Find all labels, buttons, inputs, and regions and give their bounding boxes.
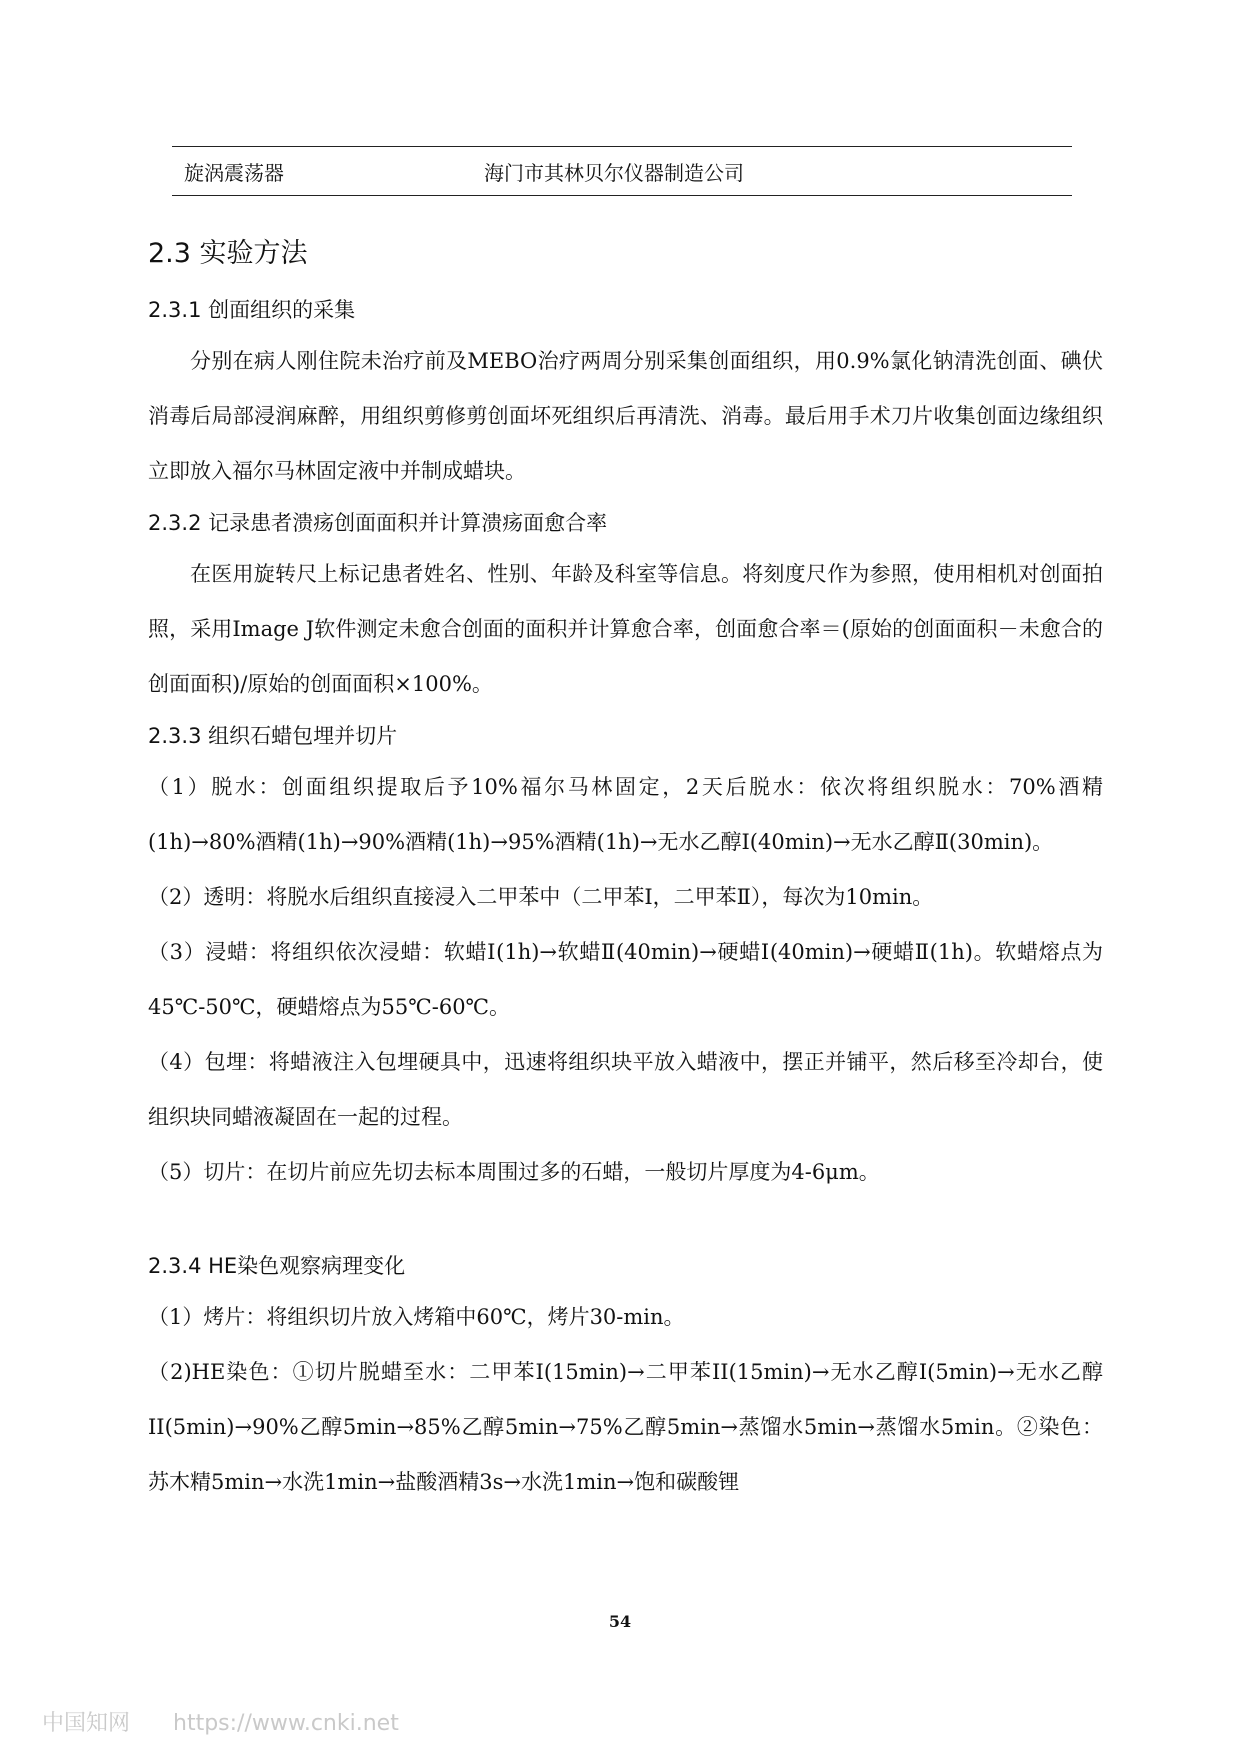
list-item-embedding: （4）包埋：将蜡液注入包埋硬具中，迅速将组织块平放入蜡液中，摆正并铺平，然后移至冷却台，使组织块同蜡液凝固在一起的过程。 bbox=[148, 1050, 1103, 1129]
equipment-name-cell: 旋涡震荡器 bbox=[184, 160, 284, 185]
paragraph-healing-rate: 在医用旋转尺上标记患者姓名、性别、年龄及科室等信息。将刻度尺作为参照，使用相机对创面拍照，采用Image J软件测定未愈合创面的面积并计算愈合率，创面愈合率＝(原始的创面面积－未愈合的创面面积)/原始的创面面积×100%。 bbox=[148, 562, 1103, 696]
table-row bbox=[172, 147, 1072, 195]
section-heading: 2.3 实验方法 bbox=[148, 238, 308, 269]
manufacturer-cell: 海门市其林贝尔仪器制造公司 bbox=[484, 160, 744, 185]
paragraph-tissue-collection: 分别在病人刚住院未治疗前及MEBO治疗两周分别采集创面组织，用0.9%氯化钠清洗创面、碘伏消毒后局部浸润麻醉，用组织剪修剪创面坏死组织后再清洗、消毒。最后用手术刀片收集创面边缘组织立即放入福尔马林固定液中并制成蜡块。 bbox=[148, 349, 1103, 483]
table-bottom-rule bbox=[172, 195, 1072, 196]
list-item-he-staining: （2)HE染色：①切片脱蜡至水：二甲苯I(15min)→二甲苯II(15min)→无水乙醇I(5min)→无水乙醇II(5min)→90%乙醇5min→85%乙醇5min→75%乙醇5min→蒸馏水5min→蒸馏水5min。②染色：苏木精5min→水洗1min→盐酸酒精3s→水洗1min→饱和碳酸锂 bbox=[148, 1360, 1103, 1494]
equipment-table-fragment bbox=[172, 146, 1072, 196]
main-content bbox=[148, 230, 1103, 1510]
watermark-brand: 中国知网 bbox=[42, 1711, 131, 1736]
list-item-dehydration: （1）脱水：创面组织提取后予10%福尔马林固定，2天后脱水：依次将组织脱水：70%酒精(1h)→80%酒精(1h)→90%酒精(1h)→95%酒精(1h)→无水乙醇Ⅰ(40min)→无水乙醇Ⅱ(30min)。 bbox=[148, 775, 1103, 854]
watermark bbox=[42, 1706, 399, 1737]
watermark-url: https://www.cnki.net bbox=[173, 1711, 399, 1736]
subsection-heading-2-3-3: 2.3.3 组织石蜡包埋并切片 bbox=[148, 724, 398, 748]
subsection-heading-2-3-4: 2.3.4 HE染色观察病理变化 bbox=[148, 1254, 406, 1278]
subsection-heading-2-3-2: 2.3.2 记录患者溃疡创面面积并计算溃疡面愈合率 bbox=[148, 511, 608, 535]
list-item-wax-infiltration: （3）浸蜡：将组织依次浸蜡：软蜡Ⅰ(1h)→软蜡Ⅱ(40min)→硬蜡Ⅰ(40min)→硬蜡Ⅱ(1h)。软蜡熔点为45℃-50℃，硬蜡熔点为55℃-60℃。 bbox=[148, 940, 1103, 1019]
subsection-heading-2-3-1: 2.3.1 创面组织的采集 bbox=[148, 298, 356, 322]
list-item-baking: （1）烤片：将组织切片放入烤箱中60℃，烤片30-min。 bbox=[148, 1305, 685, 1329]
list-item-clearing: （2）透明：将脱水后组织直接浸入二甲苯中（二甲苯Ⅰ，二甲苯Ⅱ），每次为10min。 bbox=[148, 885, 934, 909]
spacer bbox=[148, 1200, 1103, 1242]
page-number: 54 bbox=[608, 1612, 632, 1631]
list-item-sectioning: （5）切片：在切片前应先切去标本周围过多的石蜡，一般切片厚度为4-6μm。 bbox=[148, 1160, 880, 1184]
